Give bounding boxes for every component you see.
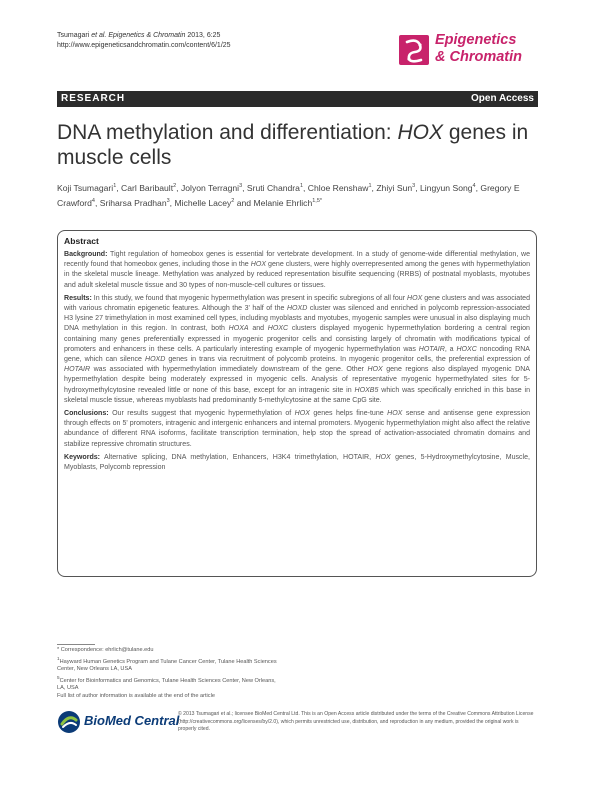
open-access-label: Open Access [471,93,534,104]
journal-logo [399,29,541,75]
author-name[interactable]: Gregory E Crawford [57,182,520,208]
author-name[interactable]: Lingyun Song [419,182,473,193]
author-affiliation-mark: 2 [173,183,177,189]
author-name[interactable]: Sruti Chandra [246,182,300,193]
author-list: Koji Tsumagari$^1$, Carl Baribault$^2$, Jolyon Terragni$^3$, Sruti Chandra$^1$, Chloe Renshaw$^1$, Zhiyi Sun$^3$, Lingyun Song$^4$, Gregory E Crawford$^4$, Sriharsa Pradhan$^3$, Michelle Lacey$^2$ and Melanie Ehrlich$^{1,5*}$ [57,182,520,208]
abstract-heading: Abstract [64,236,99,246]
journal-logo-icon [399,35,429,65]
author-affiliation-mark: 1,5* [312,197,323,204]
journal-logo-text: Epigenetics & Chromatin [435,32,522,65]
citation-url[interactable]: http://www.epigeneticsandchromatin.com/content/6/1/25 [57,42,231,49]
footnote-rule [57,644,95,645]
author-name[interactable]: Chloe Renshaw [307,182,369,193]
author-affiliation-mark: 2 [231,197,235,204]
author-affiliation-mark: 1 [368,183,372,189]
affiliation-1: $^1$Hayward Human Genetics Program and Tulane Cancer Center, Tulane Health Sciences Center, New Orleans LA, USA [57,655,277,673]
article-type-band [57,91,538,107]
author-affiliation-mark: 4 [472,183,476,189]
author-affiliation-mark: 3 [412,183,416,189]
publisher-logo [57,709,180,735]
author-name[interactable]: Sriharsa Pradhan [99,197,167,208]
author-name[interactable]: Carl Baribault [121,182,174,193]
author-affiliation-mark: 4 [91,197,95,204]
license-text: © 2013 Tsumagari et al.; licensee BioMed Central Ltd. This is an Open Access article distributed under the terms of the Creative Commons Attribution License (http://creativecommons.org/licenses/by/2.0), which permits unrestricted use, distribution, and reproduction in any medium, provided the original work is properly cited. [178,711,534,733]
author-affiliation-mark: 3 [166,197,170,204]
article-type-label: RESEARCH [61,93,126,104]
footnotes [57,647,277,700]
author-affiliation-mark: 1 [113,183,117,189]
abstract-box [57,230,537,577]
publisher-name: BioMed Central [84,713,180,728]
biomed-central-icon [57,710,81,734]
author-info-note: Full list of author information is available at the end of the article [57,692,215,699]
author-name[interactable]: Michelle Lacey [174,197,232,208]
author-name[interactable]: Zhiyi Sun [376,182,413,193]
author-name[interactable]: Melanie Ehrlich [253,197,313,208]
citation-header [57,31,231,51]
citation-line-1: Tsumagari et al. Epigenetics & Chromatin 2013, 6:25 [57,32,221,39]
abstract-background: Background: Tight regulation of homeobox genes is essential for vertebrate development. In a study of genome-wide differential methylation, we recently found that homeobox genes, including those in the HOX gene clusters, were highly overrepresented among the genes with hypermethylation in the skeletal muscle lineage. Methylation was analyzed by reduced representation bisulfite sequencing (RRBS) of postnatal myoblasts, myotubes and adult skeletal muscle tissue and 30 types of non-muscle-cell cultures or tissues. [64,251,530,289]
abstract-conclusions: Conclusions: Our results suggest that myogenic hypermethylation of HOX genes helps fine-tune HOX sense and antisense gene expression through effects on 5' promoters, intragenic and intergenic enhancers and internal promoters. Myogenic hypermethylation might also affect the relative abundance of different RNA isoforms, facilitate transcription termination, help stop the spread of activation-associated chromatin domains and stabilize repressive chromatin structures. [64,410,530,448]
author-affiliation-mark: 3 [239,183,243,189]
affiliation-5: $^5$Center for Bioinformatics and Genomics, Tulane Health Sciences Center, New Orleans, LA, USA [57,674,276,692]
correspondence-note: * Correspondence: ehrlich@tulane.edu [57,647,154,653]
article-title: DNA methylation and differentiation: HOX genes in muscle cells [57,121,529,169]
abstract-results: Results: In this study, we found that myogenic hypermethylation was present in specific subregions of all four HOX gene clusters and was associated with various chromatin epigenetic features. Although the 3' half of the HOXD cluster was silenced and enriched in polycomb repression-associated H3 lysine 27 trimethylation in most examined cell types, including myoblasts and myotubes, myogenic samples were unusual in also displaying much DNA methylation in this region. In contrast, both HOXA and HOXC clusters displayed myogenic hypermethylation bordering a central region containing many genes preferentially expressed in myogenic progenitor cells and consisting largely of chromatin with modifications typical of promoters and enhancers in these cells. A particularly interesting example of myogenic hypermethylation was HOTAIR, a HOXC noncoding RNA gene, which can silence HOXD genes in trans via recruitment of polycomb proteins. In myogenic progenitor cells, the preferential expression of HOTAIR was associated with hypermethylation immediately downstream of the gene. Other HOX gene regions also displayed myogenic DNA hypermethylation despite being moderately expressed in myogenic cells. Analysis of representative myogenic hypermethylated sites for 5-hydroxymethylcytosine revealed little or none of this base, except for an intragenic site in HOXB5 which was specifically enriched in this base in skeletal muscle tissue, whereas myoblasts had predominantly 5-methylcytosine at the same CpG site. [64,294,531,404]
author-name[interactable]: Jolyon Terragni [180,182,240,193]
author-name[interactable]: Koji Tsumagari [57,182,114,193]
author-affiliation-mark: 1 [299,183,304,189]
abstract-keywords: Keywords: Alternative splicing, DNA methylation, Enhancers, H3K4 trimethylation, HOTAIR, HOX genes, 5-Hydroxymethylcytosine, Muscle, Myoblasts, Polycomb repression [64,453,530,472]
